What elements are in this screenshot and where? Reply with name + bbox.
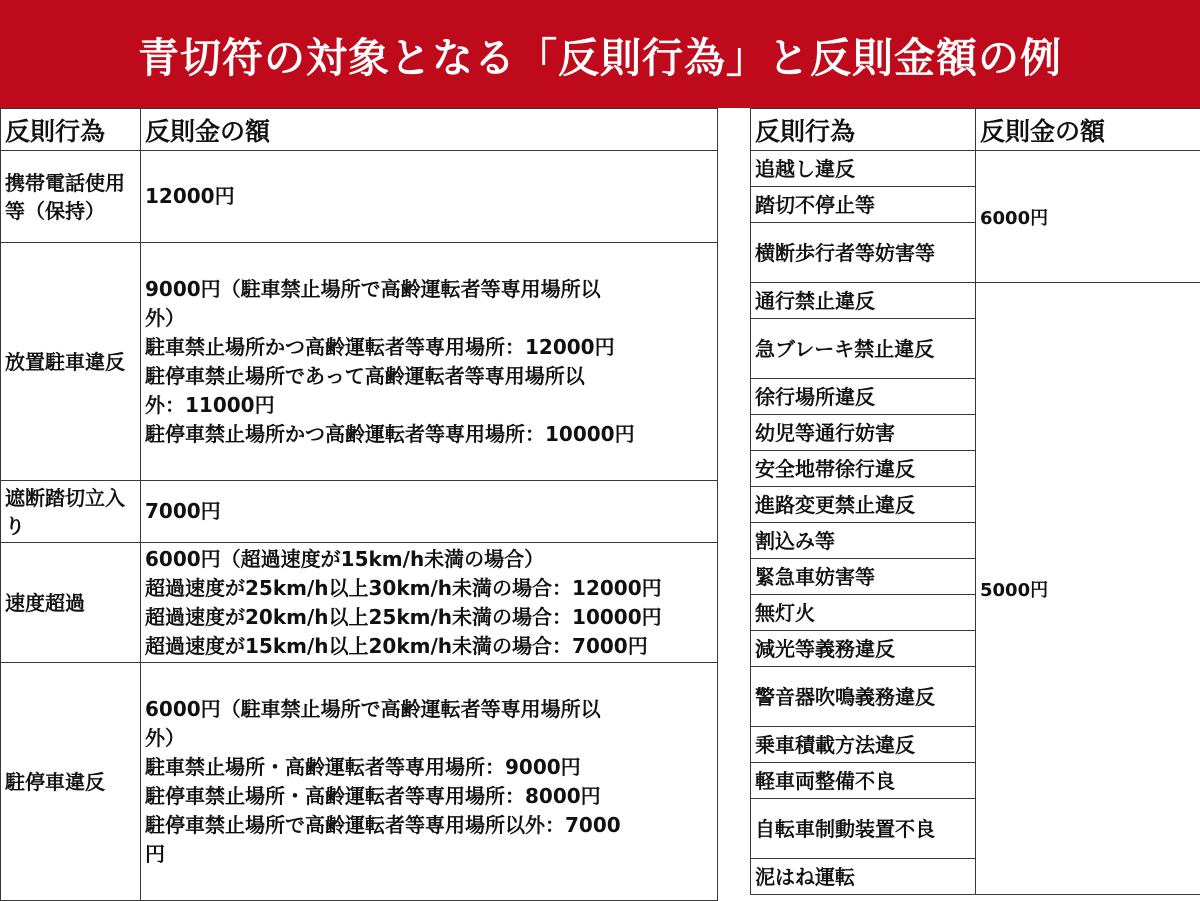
fine-line: 6000円（超過速度が15km/h未満の場合）	[145, 545, 713, 574]
fine-cell	[141, 151, 718, 243]
fine-line: 超過速度が25km/h以上30km/h未満の場合：12000円	[145, 574, 713, 603]
violation-cell: 自転車制動装置不良	[751, 799, 976, 859]
table-row	[751, 283, 1200, 319]
fine-cell	[141, 481, 718, 543]
table-header-row	[751, 109, 1200, 151]
table-row	[1, 151, 718, 243]
fine-line: 12000円	[145, 182, 713, 211]
fine-line: 駐車禁止場所・高齢運転者等専用場所：9000円	[145, 753, 713, 782]
fine-line: 駐停車禁止場所であって高齢運転者等専用場所以	[145, 362, 713, 391]
fine-line: 外）	[145, 724, 713, 753]
table-row	[1, 481, 718, 543]
fine-line: 駐車禁止場所かつ高齢運転者等専用場所：12000円	[145, 333, 713, 362]
right-fine-table	[750, 108, 1200, 895]
fine-cell	[141, 663, 718, 901]
violation-cell: 割込み等	[751, 523, 976, 559]
fine-cell-6000: 6000円	[976, 151, 1200, 283]
fine-line: 外）	[145, 304, 713, 333]
violation-cell: 進路変更禁止違反	[751, 487, 976, 523]
violation-cell: 駐停車違反	[1, 663, 141, 901]
fine-line: 超過速度が20km/h以上25km/h未満の場合：10000円	[145, 603, 713, 632]
table-row	[1, 243, 718, 481]
violation-cell: 横断歩行者等妨害等	[751, 223, 976, 283]
header-fine: 反則金の額	[976, 109, 1200, 151]
violation-cell: 幼児等通行妨害	[751, 415, 976, 451]
fine-line: 超過速度が15km/h以上20km/h未満の場合：7000円	[145, 632, 713, 661]
header-violation: 反則行為	[751, 109, 976, 151]
fine-cell	[141, 243, 718, 481]
violation-cell: 軽車両整備不良	[751, 763, 976, 799]
table-row	[1, 543, 718, 663]
violation-cell: 安全地帯徐行違反	[751, 451, 976, 487]
left-fine-table	[0, 108, 718, 901]
violation-cell: 遮断踏切立入り	[1, 481, 141, 543]
violation-cell: 通行禁止違反	[751, 283, 976, 319]
fine-cell-5000: 5000円	[976, 283, 1200, 895]
fine-line: 7000円	[145, 497, 713, 526]
violation-cell: 踏切不停止等	[751, 187, 976, 223]
violation-cell: 追越し違反	[751, 151, 976, 187]
table-row	[751, 151, 1200, 187]
fine-line: 駐停車禁止場所で高齢運転者等専用場所以外：7000	[145, 811, 713, 840]
header-violation: 反則行為	[1, 109, 141, 151]
table-row	[1, 663, 718, 901]
violation-cell: 減光等義務違反	[751, 631, 976, 667]
violation-cell: 乗車積載方法違反	[751, 727, 976, 763]
violation-cell: 放置駐車違反	[1, 243, 141, 481]
fine-line: 外：11000円	[145, 391, 713, 420]
header-fine: 反則金の額	[141, 109, 718, 151]
table-header-row	[1, 109, 718, 151]
fine-line: 6000円（駐車禁止場所で高齢運転者等専用場所以	[145, 695, 713, 724]
fine-line: 駐停車禁止場所・高齢運転者等専用場所：8000円	[145, 782, 713, 811]
fine-cell	[141, 543, 718, 663]
title-banner	[0, 0, 1200, 108]
violation-cell: 無灯火	[751, 595, 976, 631]
fine-line: 9000円（駐車禁止場所で高齢運転者等専用場所以	[145, 275, 713, 304]
fine-line: 駐停車禁止場所かつ高齢運転者等専用場所：10000円	[145, 420, 713, 449]
violation-cell: 徐行場所違反	[751, 379, 976, 415]
violation-cell: 緊急車妨害等	[751, 559, 976, 595]
page-title: 青切符の対象となる「反則行為」と反則金額の例	[138, 25, 1062, 84]
violation-cell: 急ブレーキ禁止違反	[751, 319, 976, 379]
violation-cell: 携帯電話使用等（保持）	[1, 151, 141, 243]
fine-line: 円	[145, 840, 713, 869]
violation-cell: 泥はね運転	[751, 859, 976, 895]
violation-cell: 警音器吹鳴義務違反	[751, 667, 976, 727]
violation-cell: 速度超過	[1, 543, 141, 663]
